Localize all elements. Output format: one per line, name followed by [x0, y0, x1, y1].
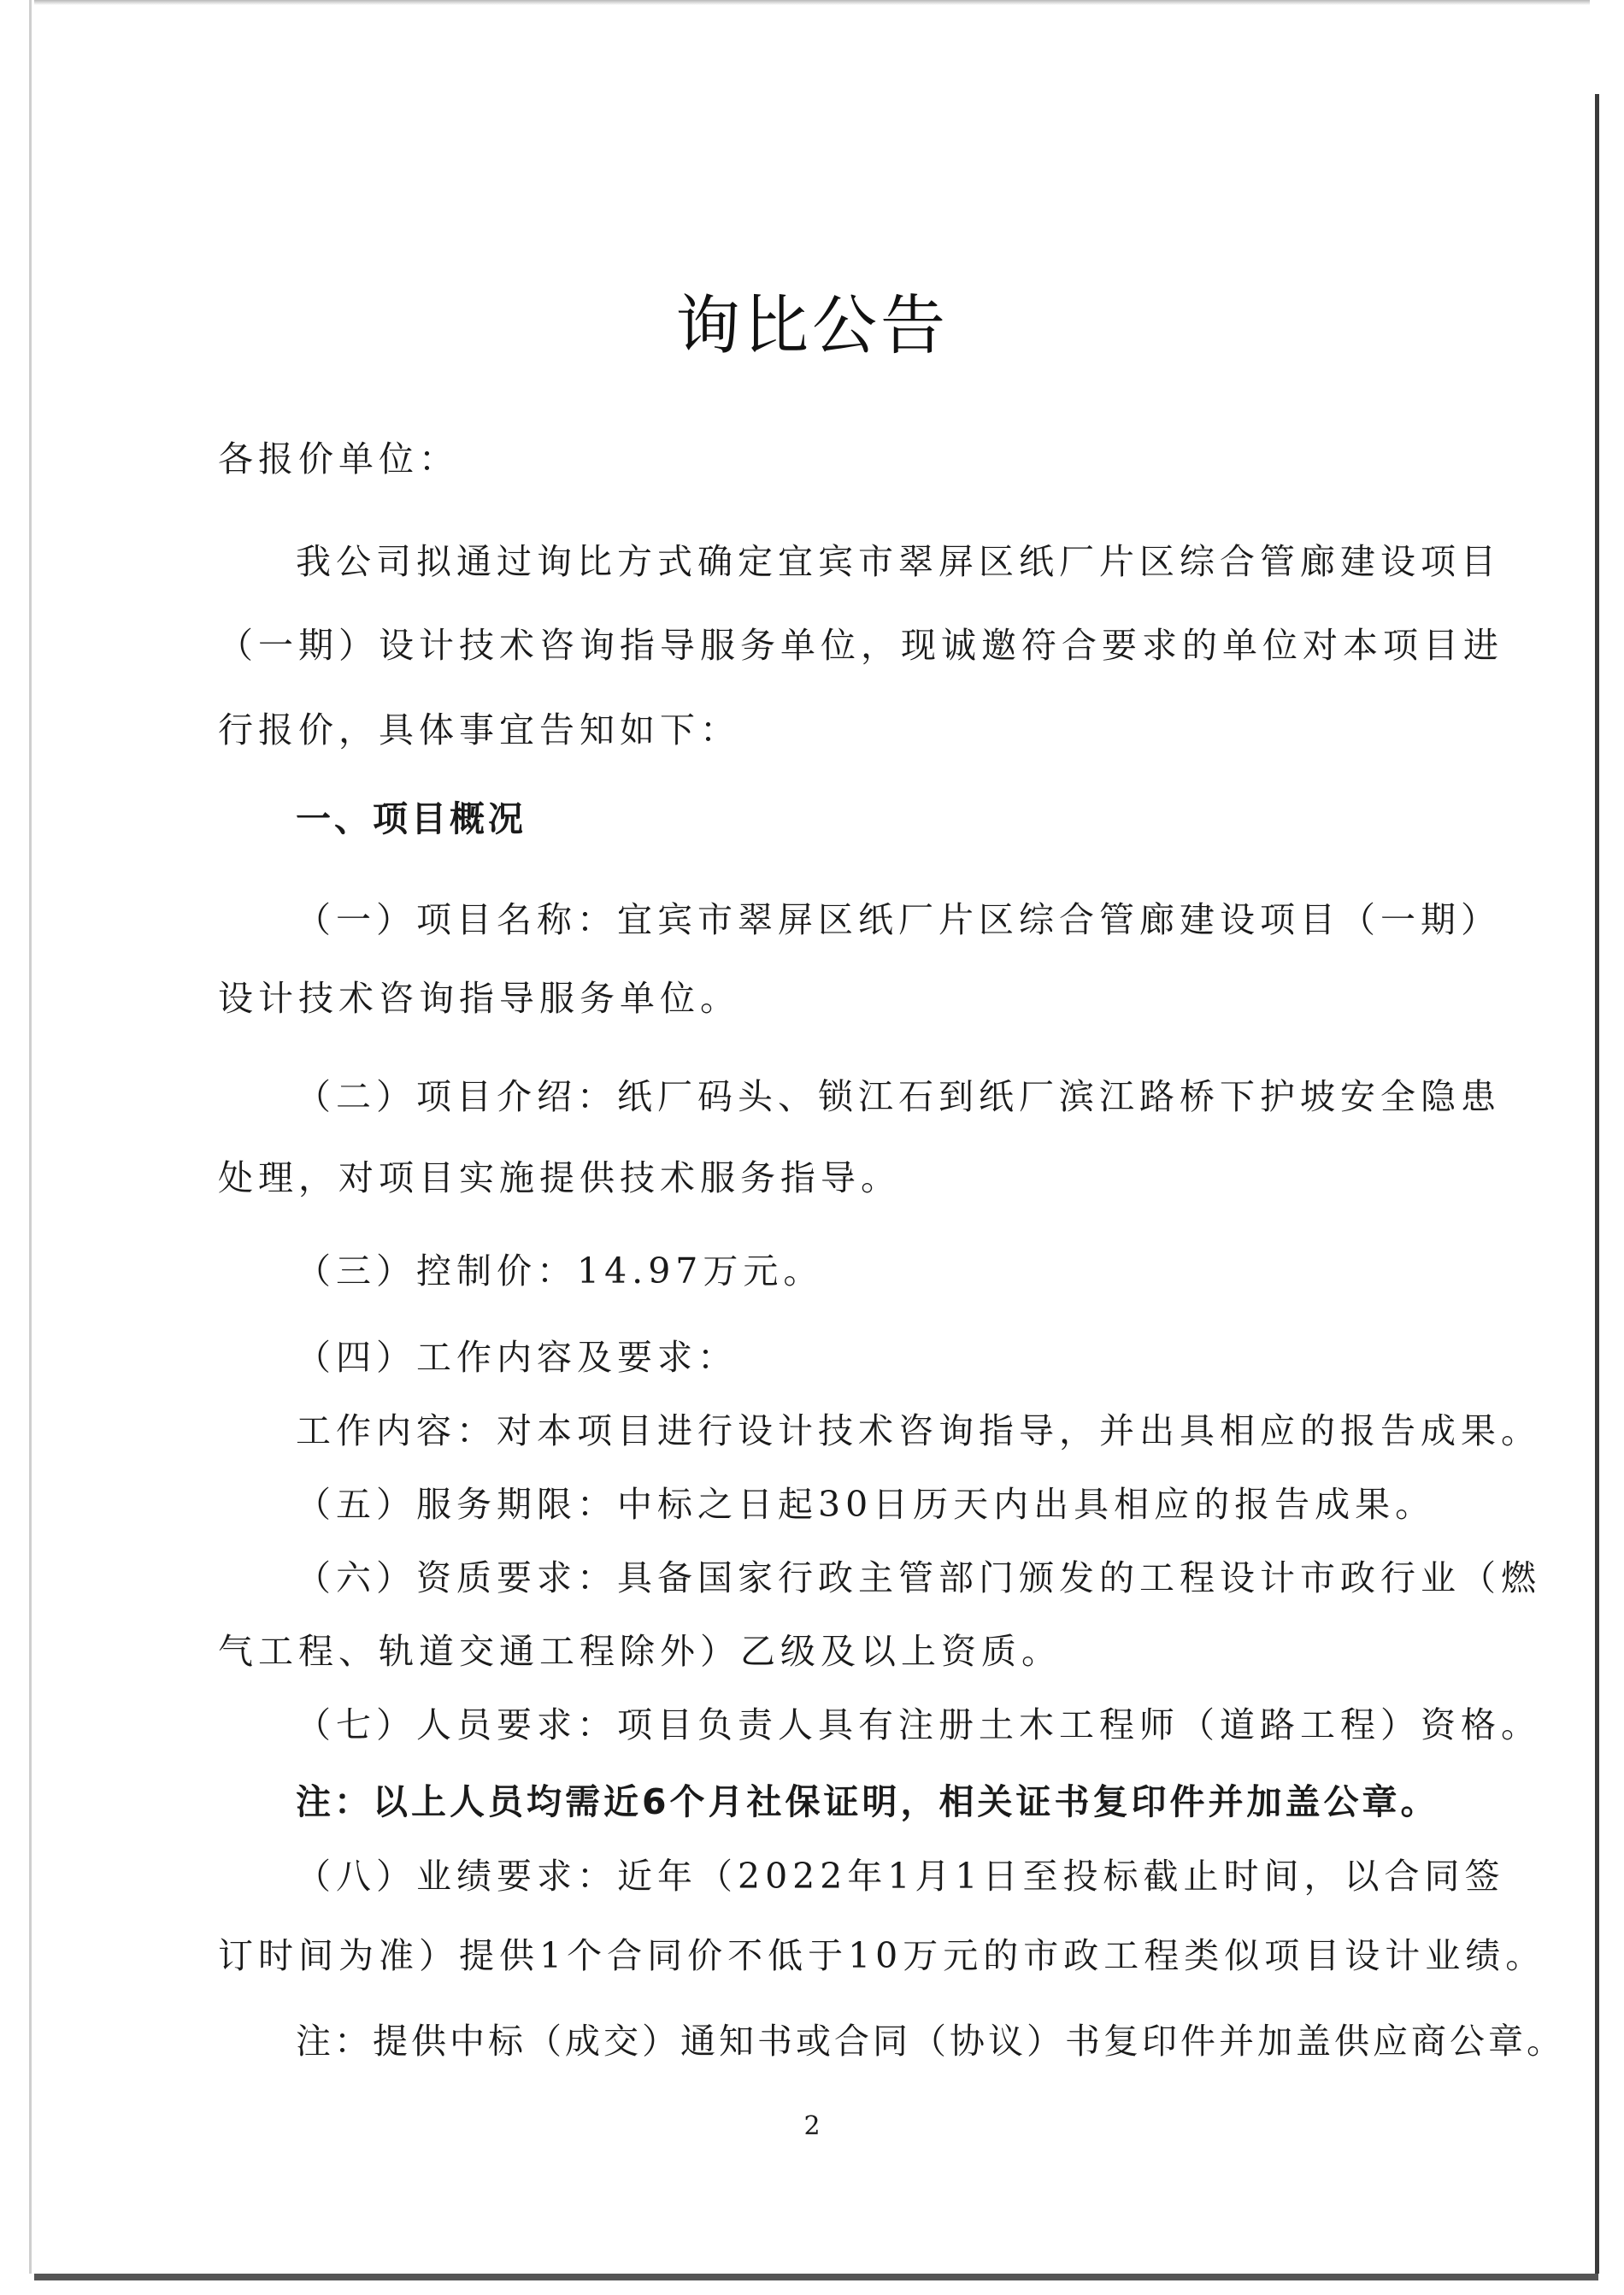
- item-qualification-line-1: （六）资质要求：具备国家行政主管部门颁发的工程设计市政行业（燃: [296, 1557, 1541, 1598]
- item-control-price: （三）控制价：14.97万元。: [296, 1250, 824, 1292]
- item-project-intro-line-1: （二）项目介绍：纸厂码头、锁江石到纸厂滨江路桥下护坡安全隐患: [296, 1076, 1501, 1117]
- item-personnel-note: 注：以上人员均需近6个月社保证明，相关证书复印件并加盖公章。: [296, 1781, 1439, 1822]
- item-work-content: 工作内容：对本项目进行设计技术咨询指导，并出具相应的报告成果。: [296, 1410, 1541, 1451]
- item-performance-line-2: 订时间为准）提供1个合同价不低于10万元的市政工程类似项目设计业绩。: [218, 1935, 1546, 1976]
- page-title: 询比公告: [675, 287, 949, 363]
- page-number: 2: [803, 2111, 821, 2141]
- salutation: 各报价单位：: [218, 438, 459, 480]
- item-personnel: （七）人员要求：项目负责人具有注册土木工程师（道路工程）资格。: [296, 1704, 1541, 1745]
- scan-edge-right: [1595, 94, 1599, 2274]
- item-qualification-line-2: 气工程、轨道交通工程除外）乙级及以上资质。: [218, 1631, 1062, 1672]
- intro-line-1: 我公司拟通过询比方式确定宜宾市翠屏区纸厂片区综合管廊建设项目: [296, 541, 1501, 582]
- item-service-period: （五）服务期限：中标之日起30日历天内出具相应的报告成果。: [296, 1484, 1436, 1525]
- intro-line-2: （一期）设计技术咨询指导服务单位，现诚邀符合要求的单位对本项目进: [218, 625, 1503, 666]
- item-project-name-line-1: （一）项目名称：宜宾市翠屏区纸厂片区综合管廊建设项目（一期）: [296, 899, 1501, 940]
- item-project-intro-line-2: 处理，对项目实施提供技术服务指导。: [218, 1157, 901, 1198]
- section-heading-project-overview: 一、项目概况: [296, 798, 527, 839]
- scan-edge-bottom: [34, 2274, 1598, 2280]
- scan-edge-top: [34, 0, 1590, 5]
- item-work-heading: （四）工作内容及要求：: [296, 1337, 738, 1378]
- intro-line-3: 行报价，具体事宜告知如下：: [218, 709, 740, 750]
- item-project-name-line-2: 设计技术咨询指导服务单位。: [218, 978, 740, 1019]
- item-performance-note: 注：提供中标（成交）通知书或合同（协议）书复印件并加盖供应商公章。: [296, 2021, 1565, 2062]
- item-performance-line-1: （八）业绩要求：近年（2022年1月1日至投标截止时间，以合同签: [296, 1856, 1505, 1897]
